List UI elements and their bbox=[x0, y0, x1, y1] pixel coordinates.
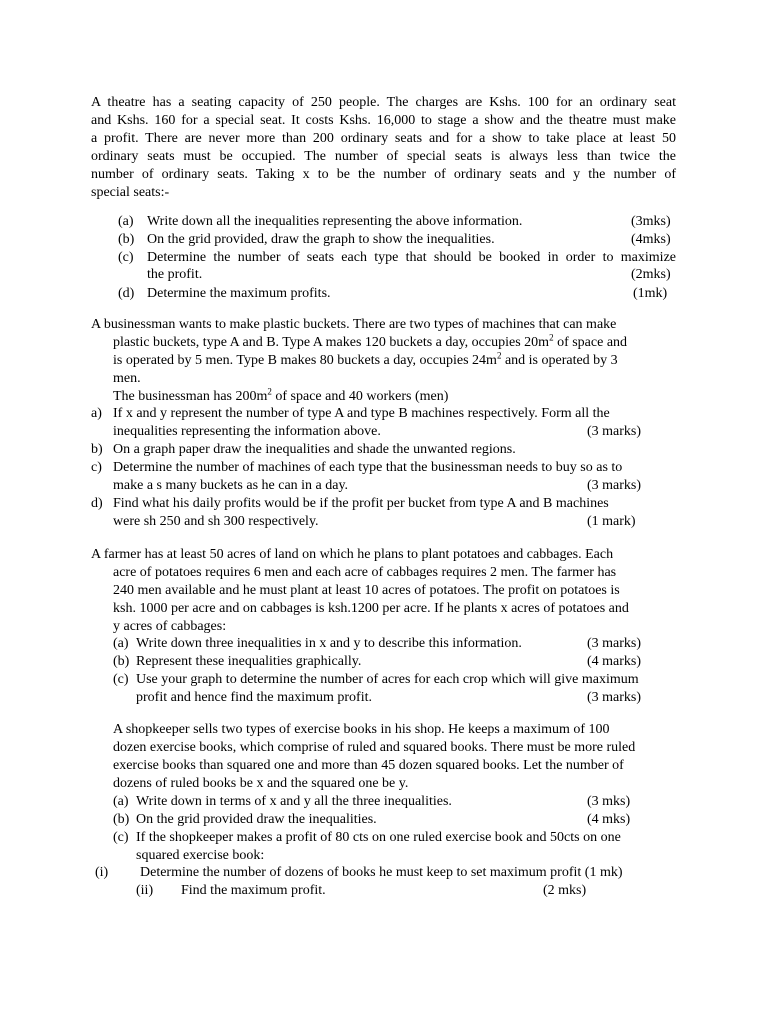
q4-line: dozen exercise books, which comprise of ruled and squared books. There must be more ruled bbox=[113, 740, 636, 755]
q1-item-marks: (2mks) bbox=[631, 267, 671, 282]
q2-text: is operated by 5 men. Type B makes 80 buckets a day, occupies 24m bbox=[113, 353, 497, 368]
q4-item-label: (b) bbox=[113, 812, 130, 827]
q2-line: A businessman wants to make plastic buckets. There are two types of machines that can make bbox=[91, 317, 617, 332]
q4-sub-i-label: (i) bbox=[95, 865, 109, 880]
q1-item-text-cont: the profit. bbox=[147, 267, 203, 282]
q1-item-label: (c) bbox=[118, 250, 134, 265]
q2-item-label: d) bbox=[91, 496, 103, 511]
q2-item-text-cont: inequalities representing the information above. bbox=[113, 424, 381, 439]
superscript-2: 2 bbox=[549, 332, 554, 343]
q3-item-text-cont: profit and hence find the maximum profit. bbox=[136, 690, 372, 705]
q1-intro-line: ordinary seats must be occupied. The number of special seats is always less than twice the bbox=[91, 149, 676, 164]
q1-item-label: (a) bbox=[118, 214, 134, 229]
q3-item-label: (b) bbox=[113, 654, 130, 669]
q1-item-text: On the grid provided, draw the graph to show the inequalities. bbox=[147, 232, 495, 247]
q2-item-label: a) bbox=[91, 406, 102, 421]
q3-item-text: Represent these inequalities graphically. bbox=[136, 654, 362, 669]
q4-sub-ii-text: Find the maximum profit. bbox=[181, 883, 326, 898]
q2-line bbox=[113, 334, 627, 352]
q3-item-label: (c) bbox=[113, 672, 129, 687]
q1-item-text: Determine the maximum profits. bbox=[147, 286, 331, 301]
q2-text: of space and bbox=[553, 335, 628, 350]
q2-item-text: On a graph paper draw the inequalities and shade the unwanted regions. bbox=[113, 442, 516, 457]
q2-line bbox=[113, 388, 448, 406]
q3-item-marks: (3 marks) bbox=[587, 690, 642, 705]
q1-intro-line: special seats:- bbox=[91, 185, 170, 200]
q1-intro-line: A theatre has a seating capacity of 250 people. The charges are Kshs. 100 for an ordinary seat bbox=[91, 95, 676, 110]
q2-item-marks: (3 marks) bbox=[587, 424, 642, 439]
q3-item-text: Write down three inequalities in x and y to describe this information. bbox=[136, 636, 522, 651]
q4-item-marks: (4 mks) bbox=[587, 812, 631, 827]
q1-intro bbox=[91, 94, 676, 202]
q2-text: plastic buckets, type A and B. Type A makes 120 buckets a day, occupies 20m bbox=[113, 335, 550, 350]
q3-line: y acres of cabbages: bbox=[113, 619, 227, 634]
q2-line: men. bbox=[113, 371, 141, 386]
q3-item-marks: (4 marks) bbox=[587, 654, 642, 669]
q4-item-label: (a) bbox=[113, 794, 129, 809]
q1-item-label: (d) bbox=[118, 286, 135, 301]
q4-item-marks: (3 mks) bbox=[587, 794, 631, 809]
superscript-2: 2 bbox=[496, 350, 502, 361]
q2-item-text: Find what his daily profits would be if the profit per bucket from type A and B machines bbox=[113, 496, 609, 511]
q3-item-marks: (3 marks) bbox=[587, 636, 642, 651]
q1-item-marks: (3mks) bbox=[631, 214, 671, 229]
q4-line: A shopkeeper sells two types of exercise books in his shop. He keeps a maximum of 100 bbox=[113, 722, 610, 737]
superscript-2: 2 bbox=[267, 386, 272, 397]
q1-item-text: Write down all the inequalities representing the above information. bbox=[147, 214, 523, 229]
q4-item-text: If the shopkeeper makes a profit of 80 cts on one ruled exercise book and 50cts on one bbox=[136, 830, 621, 845]
q3-line: 240 men available and he must plant at least 10 acres of potatoes. The profit on potatoes is bbox=[113, 583, 620, 598]
q2-text: of space and 40 workers (men) bbox=[271, 389, 449, 404]
q4-line: exercise books than squared one and more than 45 dozen squared books. Let the number of bbox=[113, 758, 624, 773]
q1-item-marks: (1mk) bbox=[633, 286, 668, 301]
q3-item-label: (a) bbox=[113, 636, 129, 651]
q2-item-label: c) bbox=[91, 460, 102, 475]
q2-item-label: b) bbox=[91, 442, 103, 457]
q2-item-marks: (3 marks) bbox=[587, 478, 642, 493]
q2-item-text-cont: were sh 250 and sh 300 respectively. bbox=[113, 514, 319, 529]
q4-sub-i-text: Determine the number of dozens of books he must keep to set maximum profit (1 mk) bbox=[140, 865, 623, 880]
q3-item-text: Use your graph to determine the number of acres for each crop which will give maximum bbox=[136, 672, 639, 687]
q4-item-text: On the grid provided draw the inequalities. bbox=[136, 812, 377, 827]
q1-item-label: (b) bbox=[118, 232, 135, 247]
q4-item-text-cont: squared exercise book: bbox=[136, 848, 265, 863]
q2-text: and is operated by 3 bbox=[501, 353, 618, 368]
q3-line: A farmer has at least 50 acres of land on which he plans to plant potatoes and cabbages. Each bbox=[91, 547, 614, 562]
q4-item-label: (c) bbox=[113, 830, 129, 845]
q2-item-text: Determine the number of machines of each type that the businessman needs to buy so as to bbox=[113, 460, 623, 475]
q1-intro-line: a profit. There are never more than 200 ordinary seats and for a show to take place at least 50 bbox=[91, 131, 676, 146]
q1-intro-line: and Kshs. 160 for a special seat. It costs Kshs. 16,000 to stage a show and the theatre must make bbox=[91, 113, 676, 128]
q2-line bbox=[113, 352, 618, 370]
q1-item-marks: (4mks) bbox=[631, 232, 671, 247]
q2-item-marks: (1 mark) bbox=[587, 514, 636, 529]
q3-line: ksh. 1000 per acre and on cabbages is ksh.1200 per acre. If he plants x acres of potatoes and bbox=[113, 601, 629, 616]
q4-sub-ii-label: (ii) bbox=[136, 883, 154, 898]
q4-item-text: Write down in terms of x and y all the three inequalities. bbox=[136, 794, 452, 809]
q4-line: dozens of ruled books be x and the squared one be y. bbox=[113, 776, 409, 791]
q4-sub-ii-marks: (2 mks) bbox=[543, 883, 587, 898]
q3-line: acre of potatoes requires 6 men and each acre of cabbages requires 2 men. The farmer has bbox=[113, 565, 617, 580]
q1-item-text: Determine the number of seats each type that should be booked in order to maximize bbox=[147, 250, 676, 265]
q2-item-text: If x and y represent the number of type A and type B machines respectively. Form all the bbox=[113, 406, 610, 421]
q2-item-text-cont: make a s many buckets as he can in a day. bbox=[113, 478, 349, 493]
q2-text: The businessman has 200m bbox=[113, 389, 268, 404]
q1-intro-line: number of ordinary seats. Taking x to be the number of ordinary seats and y the number of bbox=[91, 167, 676, 182]
